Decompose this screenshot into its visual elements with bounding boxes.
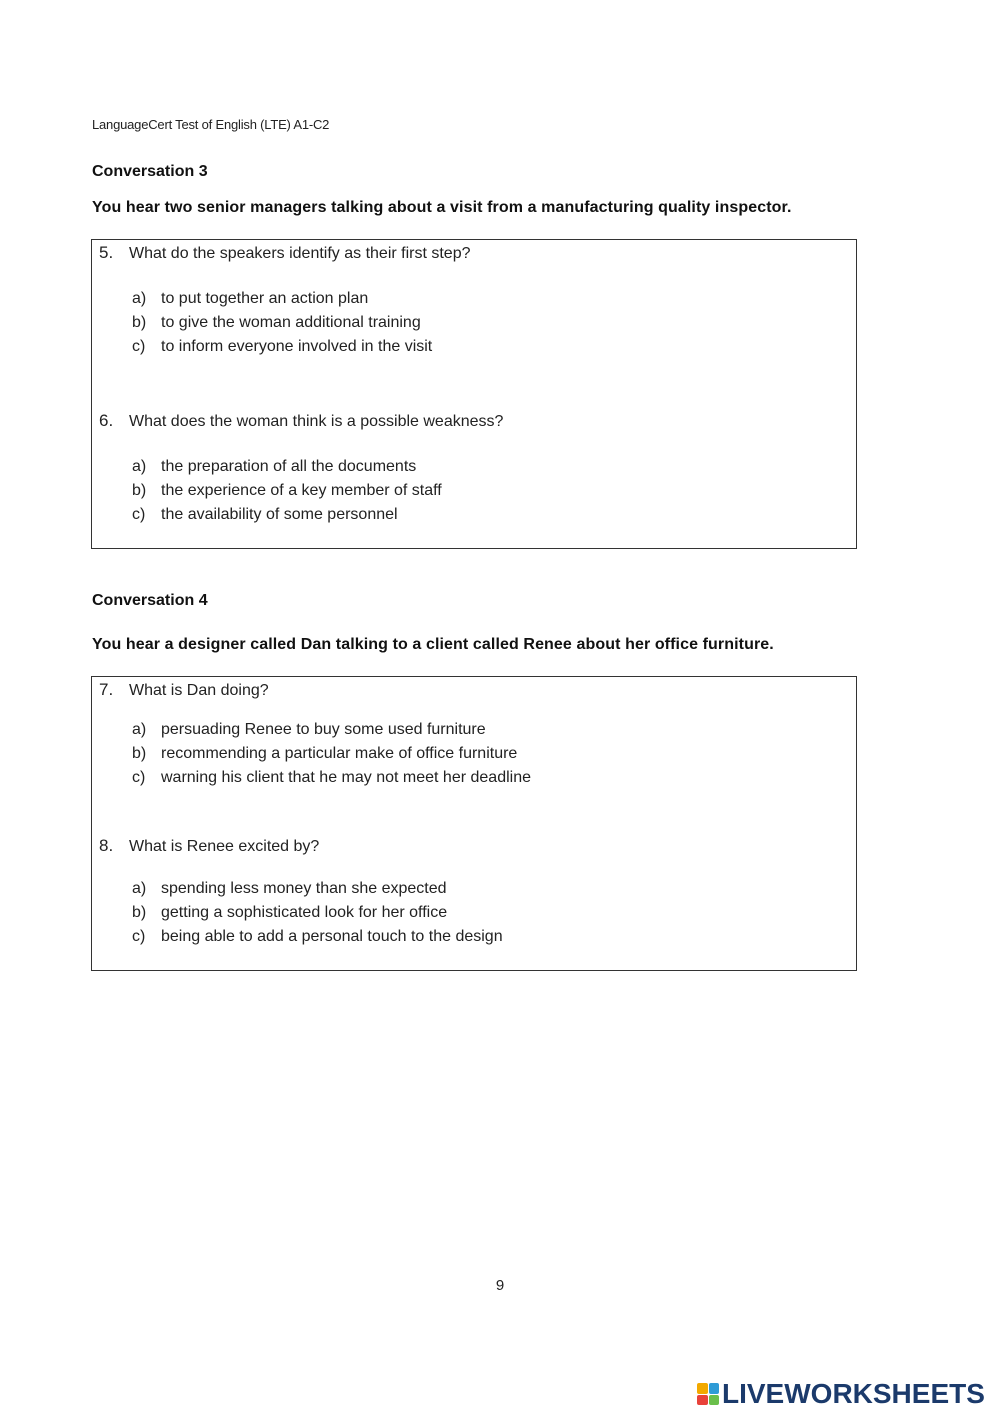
option-8c[interactable] bbox=[132, 928, 503, 946]
option-letter: a) bbox=[132, 290, 147, 307]
option-text: to put together an action plan bbox=[161, 290, 369, 307]
question-text: What do the speakers identify as their first step? bbox=[129, 245, 471, 262]
option-letter: b) bbox=[132, 904, 147, 921]
option-letter: c) bbox=[132, 338, 146, 355]
option-text: to inform everyone involved in the visit bbox=[161, 338, 433, 355]
logo-tile-1 bbox=[697, 1383, 708, 1394]
option-6b[interactable] bbox=[132, 482, 442, 500]
question-5 bbox=[99, 243, 471, 263]
option-7b[interactable] bbox=[132, 745, 517, 763]
conversation-4-question-box bbox=[91, 676, 857, 971]
option-7a[interactable] bbox=[132, 721, 486, 739]
page-number: 9 bbox=[495, 1277, 505, 1294]
option-8a[interactable] bbox=[132, 880, 447, 898]
option-letter: c) bbox=[132, 769, 146, 786]
option-text: recommending a particular make of office furniture bbox=[161, 745, 518, 762]
option-5a[interactable] bbox=[132, 290, 368, 308]
question-number: 5. bbox=[99, 243, 114, 262]
logo-tile-4 bbox=[709, 1395, 720, 1406]
question-7 bbox=[99, 680, 269, 700]
option-text: the preparation of all the documents bbox=[161, 458, 417, 475]
question-8 bbox=[99, 836, 319, 856]
question-text: What is Renee excited by? bbox=[129, 838, 320, 855]
option-7c[interactable] bbox=[132, 769, 531, 787]
conversation-3-title: Conversation 3 bbox=[92, 163, 208, 180]
logo-tile-3 bbox=[697, 1395, 708, 1406]
option-text: being able to add a personal touch to the design bbox=[161, 928, 503, 945]
option-letter: b) bbox=[132, 745, 147, 762]
option-8b[interactable] bbox=[132, 904, 447, 922]
option-letter: c) bbox=[132, 928, 146, 945]
option-letter: a) bbox=[132, 880, 147, 897]
brand-name: LIVEWORKSHEETS bbox=[722, 1378, 985, 1409]
question-text: What is Dan doing? bbox=[129, 682, 269, 699]
option-letter: c) bbox=[132, 506, 146, 523]
conversation-4-title: Conversation 4 bbox=[92, 592, 208, 609]
option-text: spending less money than she expected bbox=[161, 880, 447, 897]
question-6 bbox=[99, 411, 503, 431]
option-text: the experience of a key member of staff bbox=[161, 482, 442, 499]
option-letter: a) bbox=[132, 721, 147, 738]
option-text: persuading Renee to buy some used furniture bbox=[161, 721, 486, 738]
question-number: 6. bbox=[99, 411, 114, 430]
liveworksheets-brand bbox=[697, 1378, 985, 1410]
logo-tile-2 bbox=[709, 1383, 720, 1394]
option-6a[interactable] bbox=[132, 458, 416, 476]
option-6c[interactable] bbox=[132, 506, 398, 524]
conversation-3-intro: You hear two senior managers talking about a visit from a manufacturing quality inspector. bbox=[92, 199, 792, 216]
question-text: What does the woman think is a possible weakness? bbox=[129, 413, 504, 430]
option-5c[interactable] bbox=[132, 338, 432, 356]
liveworksheets-logo-icon bbox=[697, 1383, 719, 1405]
option-text: warning his client that he may not meet her deadline bbox=[161, 769, 531, 786]
option-5b[interactable] bbox=[132, 314, 421, 332]
option-letter: b) bbox=[132, 482, 147, 499]
option-letter: a) bbox=[132, 458, 147, 475]
option-text: getting a sophisticated look for her office bbox=[161, 904, 448, 921]
conversation-4-intro: You hear a designer called Dan talking to a client called Renee about her office furniture. bbox=[92, 636, 774, 653]
option-text: to give the woman additional training bbox=[161, 314, 421, 331]
option-letter: b) bbox=[132, 314, 147, 331]
conversation-3-question-box bbox=[91, 239, 857, 549]
question-number: 7. bbox=[99, 680, 114, 699]
option-text: the availability of some personnel bbox=[161, 506, 398, 523]
question-number: 8. bbox=[99, 836, 114, 855]
document-header: LanguageCert Test of English (LTE) A1-C2 bbox=[92, 117, 330, 132]
